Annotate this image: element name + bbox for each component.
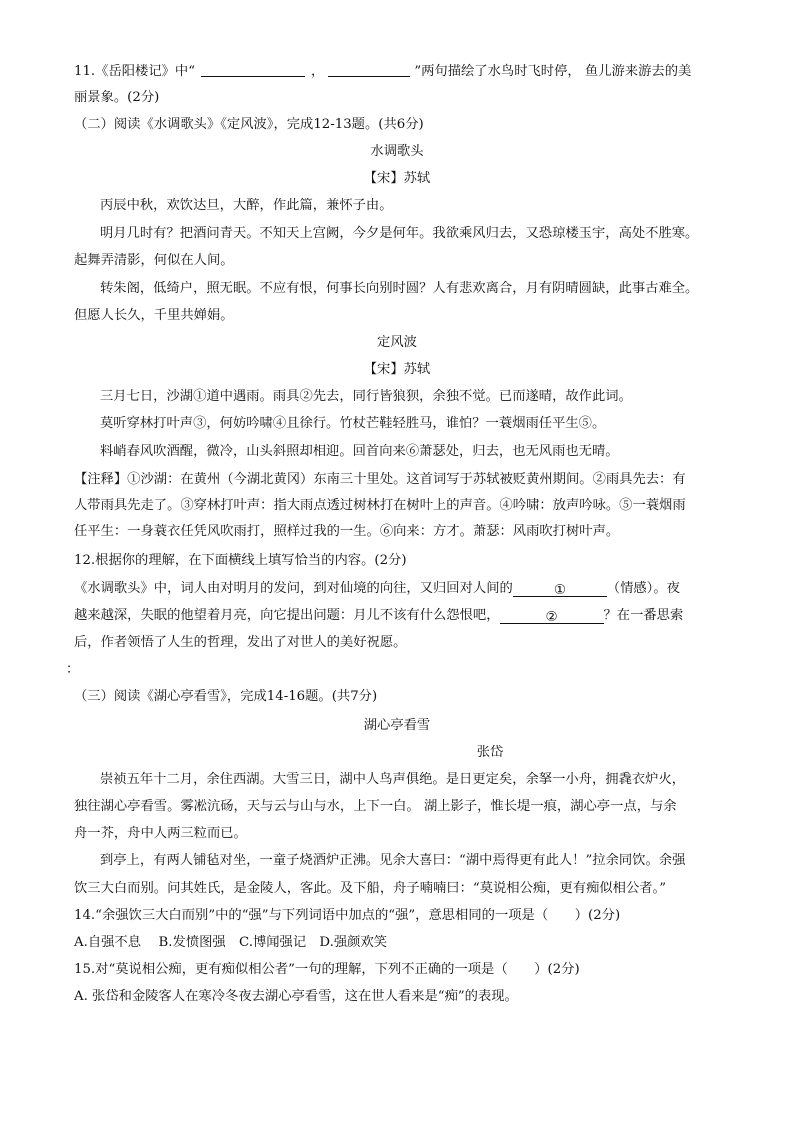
question-12-line-2: 越来越深，失眠的他望着月亮，向它提出问题：月儿不该有什么怨恨吧， ② ？在一番思索 bbox=[74, 608, 684, 625]
essay-line: 饮三大白而别。问其姓氏，是金陵人，客此。及下船，舟子喃喃曰：“莫说相公痴，更有痴似相公者。” bbox=[74, 881, 667, 896]
question-15-stem: 15.对“莫说相公痴，更有痴似相公者”一句的理解，下列不正确的一项是（ ）(2分) bbox=[74, 962, 580, 977]
notes-line: 任平生：一身蓑衣任凭风吹雨打，照样过我的一生。⑥向来：方才。萧瑟：风雨吹打树叶声。 bbox=[74, 524, 620, 539]
poem-1-author: 【宋】苏轼 bbox=[363, 171, 431, 186]
question-11-line-2: 丽景象。(2分) bbox=[74, 90, 160, 105]
notes-line: 【注释】①沙湖：在黄州（今湖北黄冈）东南三十里处。这首词写于苏轼被贬黄州期间。②雨具先去：有 bbox=[74, 472, 686, 487]
answer-blank-12-1[interactable]: ① bbox=[513, 582, 607, 597]
essay-line: 崇祯五年十二月，余住西湖。大雪三日，湖中人鸟声俱绝。是日更定矣，余拏一小舟，拥毳衣炉火， bbox=[100, 772, 686, 787]
answer-blank-11a[interactable] bbox=[201, 62, 305, 77]
section-3-heading: （三）阅读《湖心亭看雪》，完成14-16题。(共7分) bbox=[74, 689, 378, 704]
question-11-line-1: 11.《岳阳楼记》中“ ， ”两句描绘了水鸟时飞时停， 鱼儿游来游去的美 bbox=[74, 64, 692, 79]
poem-1-line: 转朱阁，低绮户，照无眠。不应有恨，何事长向别时圆？人有悲欢离合，月有阴晴圆缺，此事古难全。 bbox=[100, 281, 699, 296]
essay-author: 张岱 bbox=[476, 745, 504, 760]
poem-2-title: 定风波 bbox=[377, 335, 417, 350]
answer-blank-11b[interactable] bbox=[328, 62, 410, 77]
poem-1-line: 明月几时有？把酒问青天。不知天上宫阙，今夕是何年。我欲乘风归去，又恐琼楼玉宇，高处不胜寒。 bbox=[100, 226, 699, 241]
question-14-options: A.自强不息 B.发愤图强 C.博闻强记 D.强颜欢笑 bbox=[74, 935, 388, 950]
question-12-line-3: 后，作者领悟了人生的哲理，发出了对世人的美好祝愿。 bbox=[74, 635, 407, 650]
essay-line: 舟一芥，舟中人两三粒而已。 bbox=[74, 826, 247, 841]
poem-1-preface: 丙辰中秋，欢饮达旦，大醉，作此篇，兼怀子由。 bbox=[100, 198, 393, 213]
poem-1-line: 起舞弄清影，何似在人间。 bbox=[74, 253, 234, 268]
section-2-heading: （二）阅读《水调歌头》《定风波》，完成12-13题。(共6分) bbox=[74, 117, 424, 132]
poem-1-line: 但愿人长久，千里共婵娟。 bbox=[74, 308, 234, 323]
poem-2-line: 莫听穿林打叶声③，何妨吟啸④且徐行。竹杖芒鞋轻胜马，谁怕？一蓑烟雨任平生⑤。 bbox=[100, 416, 606, 431]
question-14-stem: 14.“余强饮三大白而别”中的“强”与下列词语中加点的“强”，意思相同的一项是（ ）(2分) bbox=[74, 908, 621, 923]
poem-2-line: 料峭春风吹酒醒，微冷，山头斜照却相迎。回首向来⑥萧瑟处，归去，也无风雨也无晴。 bbox=[100, 444, 619, 459]
answer-blank-12-2[interactable]: ② bbox=[500, 609, 604, 624]
poem-2-author: 【宋】苏轼 bbox=[363, 362, 431, 377]
essay-line: 到亭上，有两人铺毡对坐，一童子烧酒炉正沸。见余大喜曰：“湖中焉得更有此人！”拉余同饮。余强 bbox=[100, 853, 686, 868]
essay-title: 湖心亭看雪 bbox=[363, 718, 431, 733]
essay-line: 独往湖心亭看雪。雾凇沆砀，天与云与山与水，上下一白。 湖上影子，惟长堤一痕，湖心亭一点，与余 bbox=[74, 799, 677, 814]
poem-1-title: 水调歌头 bbox=[370, 144, 424, 159]
poem-2-preface: 三月七日，沙湖①道中遇雨。雨具②先去，同行皆狼狈，余独不觉。已而遂晴，故作此词。 bbox=[100, 389, 632, 404]
stray-mark: ： bbox=[66, 662, 80, 677]
question-12-stem: 12.根据你的理解，在下面横线上填写恰当的内容。(2分) bbox=[74, 553, 407, 568]
notes-line: 人带雨具先走了。③穿林打叶声：指大雨点透过树林打在树叶上的声音。④吟啸：放声吟咏。⑤一蓑烟雨 bbox=[74, 498, 686, 513]
question-12-line-1: 《水调歌头》中，词人由对明月的发问，到对仙境的向往，又归回对人间的 ① （情感）。夜 bbox=[74, 581, 680, 598]
question-15-option-a: A. 张岱和金陵客人在寒冷冬夜去湖心亭看雪，这在世人看来是“痴”的表现。 bbox=[74, 989, 518, 1004]
